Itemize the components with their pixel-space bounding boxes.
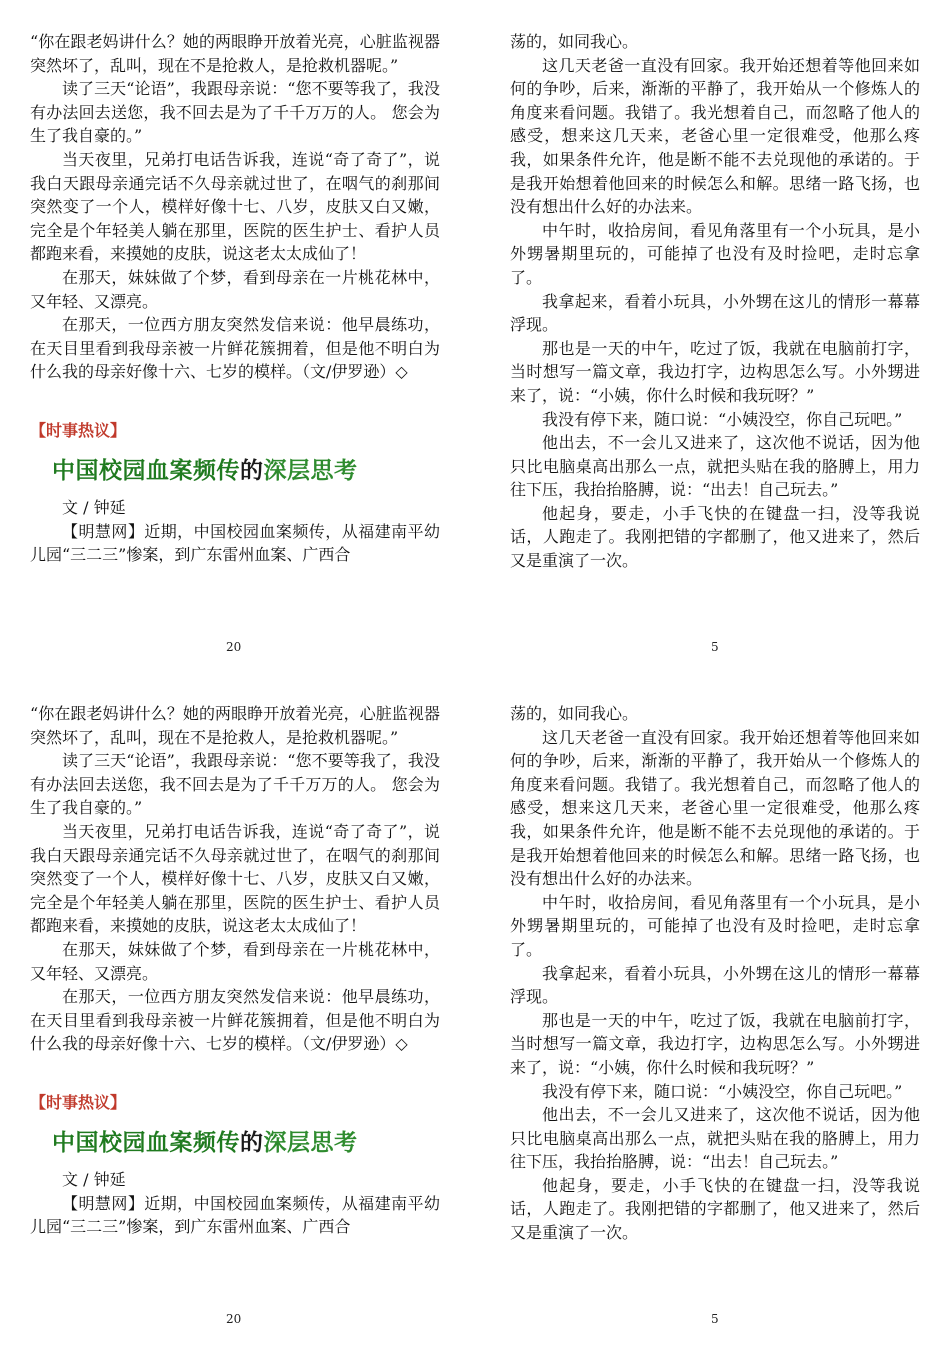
paragraph: 在那天，一位西方朋友突然发信来说：他早晨练功，在天目里看到我母亲被一片鲜花簇拥着，但是他不明白为什么我的母亲好像十六、七岁的模样。（文/伊罗逊）◇ xyxy=(30,315,440,382)
spread-top xyxy=(0,0,950,672)
paragraph: 当天夜里，兄弟打电话告诉我，连说“奇了奇了”，说我白天跟母亲通完话不久母亲就过世了，在咽气的刹那间突然变了一个人，模样好像十七、八岁，皮肤又白又嫩，完全是个年轻美人躺在那里，医院的医生护士、看护人员都跑来看，来摸她的皮肤，说这老太太成仙了！ xyxy=(30,149,440,264)
paragraph: 荡的，如同我心。 xyxy=(510,32,639,51)
paragraph: 我没有停下来，随口说：“小姨没空，你自己玩吧。” xyxy=(542,1081,903,1101)
article-headline: 中国校园血案频传的深层思考 xyxy=(52,1129,358,1156)
section-tag: 【时事热议】 xyxy=(30,1092,127,1112)
paragraph: 他起身，要走，小手飞快的在键盘一扫，没等我说话，人跑走了。我刚把错的字都删了，他又进来了，然后又是重演了一次。 xyxy=(510,503,920,571)
right-page-column xyxy=(510,702,920,1245)
paragraph: 我没有停下来，随口说：“小姨没空，你自己玩吧。” xyxy=(542,409,903,429)
paragraph: 那也是一天的中午，吃过了饭，我就在电脑前打字，当时想写一篇文章，我边打字，边构思怎么写。小外甥进来了，说：“小姨，你什么时候和我玩呀？” xyxy=(510,1010,920,1077)
paragraph: 我拿起来，看着小玩具，小外甥在这儿的情形一幕幕浮现。 xyxy=(510,291,920,335)
article-headline: 中国校园血案频传的深层思考 xyxy=(52,457,358,484)
paragraph: 读了三天“论语”，我跟母亲说：“您不要等我了，我没有办法回去送您，我不回去是为了千千万万的人。 您会为生了我自豪的。” xyxy=(30,79,440,146)
byline: 文 / 钟延 xyxy=(62,497,126,517)
paragraph: 这几天老爸一直没有回家。我开始还想着等他回来如何的争吵，后来，渐渐的平静了，我开始从一个修炼人的角度来看问题。我错了。我光想着自己，而忽略了他人的感受，想来这几天来，老爸心里一定很难受，他那么疼我，如果条件允许，他是断不能不去兑现他的承诺的。于是我开始想着他回来的时候怎么和解。思绪一路飞扬，也没有想出什么好的办法来。 xyxy=(510,55,920,217)
paragraph: 当天夜里，兄弟打电话告诉我，连说“奇了奇了”，说我白天跟母亲通完话不久母亲就过世了，在咽气的刹那间突然变了一个人，模样好像十七、八岁，皮肤又白又嫩，完全是个年轻美人躺在那里，医院的医生护士、看护人员都跑来看，来摸她的皮肤，说这老太太成仙了！ xyxy=(30,821,440,936)
paragraph: 在那天，一位西方朋友突然发信来说：他早晨练功，在天目里看到我母亲被一片鲜花簇拥着，但是他不明白为什么我的母亲好像十六、七岁的模样。（文/伊罗逊）◇ xyxy=(30,987,440,1054)
paragraph: 中午时，收拾房间，看见角落里有一个小玩具，是小外甥暑期里玩的，可能掉了也没有及时捡吧，走时忘拿了。 xyxy=(510,892,920,959)
paragraph: 那也是一天的中午，吃过了饭，我就在电脑前打字，当时想写一篇文章，我边打字，边构思怎么写。小外甥进来了，说：“小姨，你什么时候和我玩呀？” xyxy=(510,338,920,405)
page-number: 20 xyxy=(226,640,242,654)
page-number: 5 xyxy=(711,1312,719,1326)
paragraph: 荡的，如同我心。 xyxy=(510,704,639,723)
byline: 文 / 钟延 xyxy=(62,1169,126,1189)
paragraph: 这几天老爸一直没有回家。我开始还想着等他回来如何的争吵，后来，渐渐的平静了，我开始从一个修炼人的角度来看问题。我错了。我光想着自己，而忽略了他人的感受，想来这几天来，老爸心里一定很难受，他那么疼我，如果条件允许，他是断不能不去兑现他的承诺的。于是我开始想着他回来的时候怎么和解。思绪一路飞扬，也没有想出什么好的办法来。 xyxy=(510,727,920,889)
left-page-column xyxy=(30,30,440,567)
paragraph: 我拿起来，看着小玩具，小外甥在这儿的情形一幕幕浮现。 xyxy=(510,963,920,1007)
paragraph: 中午时，收拾房间，看见角落里有一个小玩具，是小外甥暑期里玩的，可能掉了也没有及时捡吧，走时忘拿了。 xyxy=(510,220,920,287)
paragraph: 他起身，要走，小手飞快的在键盘一扫，没等我说话，人跑走了。我刚把错的字都删了，他又进来了，然后又是重演了一次。 xyxy=(510,1175,920,1243)
page-number: 20 xyxy=(226,1312,242,1326)
paragraph: 读了三天“论语”，我跟母亲说：“您不要等我了，我没有办法回去送您，我不回去是为了千千万万的人。 您会为生了我自豪的。” xyxy=(30,751,440,818)
section-tag: 【时事热议】 xyxy=(30,420,127,440)
page-number: 5 xyxy=(711,640,719,654)
paragraph: 他出去，不一会儿又进来了，这次他不说话，因为他只比电脑桌高出那么一点，就把头贴在我的胳膊上，用力往下压，我抬抬胳膊，说：“出去！自己玩去。” xyxy=(510,433,920,500)
paragraph: “你在跟老妈讲什么？她的两眼睁开放着光亮，心脏监视器突然坏了，乱叫，现在不是抢救人，是抢救机器呢。” xyxy=(30,32,440,75)
article-lead: 【明慧网】近期，中国校园血案频传，从福建南平幼儿园“三二三”惨案，到广东雷州血案、广西合 xyxy=(30,1193,440,1237)
right-page-column xyxy=(510,30,920,573)
paragraph: 在那天，妹妹做了个梦，看到母亲在一片桃花林中，又年轻、又漂亮。 xyxy=(30,939,440,983)
article-lead: 【明慧网】近期，中国校园血案频传，从福建南平幼儿园“三二三”惨案，到广东雷州血案、广西合 xyxy=(30,521,440,565)
paragraph: “你在跟老妈讲什么？她的两眼睁开放着光亮，心脏监视器突然坏了，乱叫，现在不是抢救人，是抢救机器呢。” xyxy=(30,704,440,747)
paragraph: 他出去，不一会儿又进来了，这次他不说话，因为他只比电脑桌高出那么一点，就把头贴在我的胳膊上，用力往下压，我抬抬胳膊，说：“出去！自己玩去。” xyxy=(510,1105,920,1172)
left-page-column xyxy=(30,702,440,1239)
paragraph: 在那天，妹妹做了个梦，看到母亲在一片桃花林中，又年轻、又漂亮。 xyxy=(30,267,440,311)
spread-bottom xyxy=(0,672,950,1344)
